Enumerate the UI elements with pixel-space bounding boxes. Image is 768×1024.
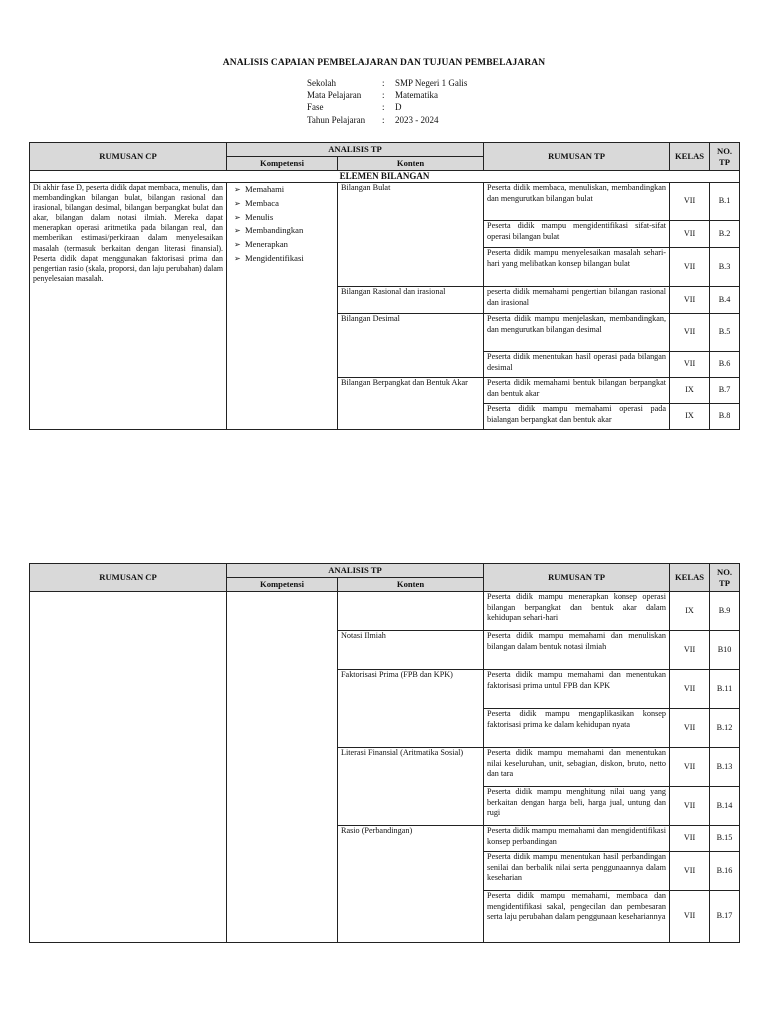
- tp-cell: Peserta didik mampu memahami, membaca dan mengidentifikasi sakal, pengecilan dan pembesaran serta laju perubahan dalam penggunaan kesehariannya: [484, 891, 670, 943]
- no-tp-cell: B.5: [710, 314, 740, 352]
- konten-cell: Rasio (Perbandingan): [338, 826, 484, 943]
- kelas-cell: VII: [670, 709, 710, 748]
- tp-cell: Peserta didik mampu menerapkan konsep operasi bilangan berpangkat dan bentuk akar dalam kehidupan sehari-hari: [484, 592, 670, 631]
- konten-cell: Bilangan Berpangkat dan Bentuk Akar: [338, 378, 484, 430]
- kelas-cell: VII: [670, 826, 710, 852]
- no-tp-cell: B.4: [710, 287, 740, 314]
- header-rumusan-tp: RUMUSAN TP: [484, 143, 670, 171]
- no-tp-cell: B.6: [710, 352, 740, 378]
- konten-cell-empty: [338, 592, 484, 631]
- header-konten: Konten: [338, 157, 484, 171]
- konten-cell: Faktorisasi Prima (FPB dan KPK): [338, 670, 484, 748]
- konten-cell: Bilangan Bulat: [338, 183, 484, 287]
- header-konten: Konten: [338, 578, 484, 592]
- list-item: ➢ Mengidentifikasi: [234, 252, 304, 263]
- kelas-cell: VII: [670, 748, 710, 787]
- kompetensi-list: [227, 183, 338, 430]
- header-rumusan-tp: RUMUSAN TP: [484, 564, 670, 592]
- konten-cell: Bilangan Desimal: [338, 314, 484, 378]
- kelas-cell: IX: [670, 378, 710, 404]
- no-tp-cell: B.12: [710, 709, 740, 748]
- tp-cell: Peserta didik mampu menghitung nilai uang yang berkaitan dengan harga beli, harga jual, untung dan rugi: [484, 787, 670, 826]
- meta-value: D: [395, 102, 402, 113]
- no-tp-cell: B.3: [710, 248, 740, 287]
- elemen-title: ELEMEN BILANGAN: [30, 171, 740, 183]
- tp-cell: Peserta didik mampu menjelaskan, membandingkan, dan mengurutkan bilangan desimal: [484, 314, 670, 352]
- tp-cell: peserta didik memahami pengertian bilangan rasional dan irasional: [484, 287, 670, 314]
- tp-cell: Peserta didik menentukan hasil operasi pada bilangan desimal: [484, 352, 670, 378]
- kelas-cell: VII: [670, 248, 710, 287]
- kelas-cell: VII: [670, 787, 710, 826]
- kelas-cell: IX: [670, 404, 710, 430]
- tp-cell: Peserta didik mampu menentukan hasil perbandingan senilai dan berbalik nilai serta penggunaannya dalam keseharian: [484, 852, 670, 891]
- kelas-cell: IX: [670, 592, 710, 631]
- meta-label: Tahun Pelajaran: [307, 114, 366, 125]
- tp-cell: Peserta didik membaca, menuliskan, membandingkan dan mengurutkan bilangan bulat: [484, 183, 670, 221]
- no-tp-cell: B10: [710, 631, 740, 670]
- no-tp-cell: B.17: [710, 891, 740, 943]
- no-tp-cell: B.9: [710, 592, 740, 631]
- kelas-cell: VII: [670, 221, 710, 248]
- kelas-cell: VII: [670, 287, 710, 314]
- header-analisis-tp: ANALISIS TP: [227, 564, 484, 578]
- kelas-cell: VII: [670, 314, 710, 352]
- kelas-cell: VII: [670, 352, 710, 378]
- meta-row-mapel: Mata Pelajaran : Matematika: [307, 90, 438, 101]
- tp-cell: Peserta didik mampu memahami dan menuliskan bilangan dalam bentuk notasi ilmiah: [484, 631, 670, 670]
- meta-row-sekolah: Sekolah : SMP Negeri 1 Galis: [307, 78, 468, 88]
- cp-text: Di akhir fase D, peserta didik dapat membaca, menulis, dan membandingkan bilangan bulat, bilangan rasional dan irasional, bilangan desimal, bilangan berpangkat bulat dan akar, bilangan dalam notasi ilmiah. Mereka dapat menerapkan operasi aritmetika pada bilangan real, dan memberikan estimasi/perkiraan dalam menyelesaikan masalah (termasuk berkaitan dengan literasi finansial). Peserta didik dapat menggunakan faktorisasi prima dan pengertian rasio (skala, proporsi, dan laju perubahan) dalam penyelesaian masalah.: [30, 183, 227, 430]
- list-item: ➢ Menulis: [234, 211, 274, 222]
- analysis-table-1: [29, 142, 740, 430]
- tp-cell: Peserta didik mampu memahami operasi pada bialangan berpangkat dan bentuk akar: [484, 404, 670, 430]
- tp-cell: Peserta didik mampu menyelesaikan masalah sehari-hari yang melibatkan konsep bilangan bulat: [484, 248, 670, 287]
- meta-label: Mata Pelajaran: [307, 90, 362, 101]
- header-no-tp: NO. TP: [710, 564, 740, 592]
- no-tp-cell: B.11: [710, 670, 740, 709]
- no-tp-cell: B.7: [710, 378, 740, 404]
- header-analisis-tp: ANALISIS TP: [227, 143, 484, 157]
- tp-cell: Peserta didik mampu memahami dan menentukan faktorisasi prima untul FPB dan KPK: [484, 670, 670, 709]
- tp-cell: Peserta didik mampu mengaplikasikan konsep faktorisasi prima ke dalam kehidupan nyata: [484, 709, 670, 748]
- kelas-cell: VII: [670, 631, 710, 670]
- list-item: ➢ Membaca: [234, 197, 279, 208]
- konten-cell: Literasi Finansial (Aritmatika Sosial): [338, 748, 484, 826]
- meta-value: SMP Negeri 1 Galis: [395, 78, 468, 88]
- kelas-cell: VII: [670, 670, 710, 709]
- header-kelas: KELAS: [670, 143, 710, 171]
- kompetensi-cell-empty: [227, 592, 338, 943]
- no-tp-cell: B.2: [710, 221, 740, 248]
- list-item: ➢ Menerapkan: [234, 239, 288, 250]
- header-rumusan-cp: RUMUSAN CP: [30, 564, 227, 592]
- tp-cell: Peserta didik mampu mengidentifikasi sifat-sifat operasi bilangan bulat: [484, 221, 670, 248]
- no-tp-cell: B.13: [710, 748, 740, 787]
- header-rumusan-cp: RUMUSAN CP: [30, 143, 227, 171]
- meta-row-fase: Fase : D: [307, 102, 402, 113]
- meta-label: Fase: [307, 102, 324, 113]
- list-item: ➢ Memahami: [234, 184, 285, 194]
- no-tp-cell: B.16: [710, 852, 740, 891]
- no-tp-cell: B.1: [710, 183, 740, 221]
- document-title: ANALISIS CAPAIAN PEMBELAJARAN DAN TUJUAN PEMBELAJARAN: [222, 58, 546, 68]
- meta-value: 2023 - 2024: [395, 114, 439, 125]
- no-tp-cell: B.14: [710, 787, 740, 826]
- no-tp-cell: B.15: [710, 826, 740, 852]
- list-item: ➢ Membandingkan: [234, 225, 304, 236]
- konten-cell: Notasi Ilmiah: [338, 631, 484, 670]
- header-kompetensi: Kompetensi: [227, 578, 338, 592]
- meta-label: Sekolah: [307, 78, 336, 88]
- kelas-cell: VII: [670, 852, 710, 891]
- tp-cell: Peserta didik mampu memahami dan mengidentifikasi konsep perbandingan: [484, 826, 670, 852]
- kelas-cell: VII: [670, 183, 710, 221]
- analysis-table-2: [29, 563, 740, 943]
- no-tp-cell: B.8: [710, 404, 740, 430]
- cp-cell-empty: [30, 592, 227, 943]
- header-kompetensi: Kompetensi: [227, 157, 338, 171]
- header-no-tp: NO. TP: [710, 143, 740, 171]
- konten-cell: Bilangan Rasional dan irasional: [338, 287, 484, 314]
- document-meta: [307, 77, 467, 126]
- header-kelas: KELAS: [670, 564, 710, 592]
- meta-row-tahun: Tahun Pelajaran : 2023 - 2024: [307, 114, 439, 125]
- kelas-cell: VII: [670, 891, 710, 943]
- tp-cell: Peserta didik memahami bentuk bilangan berpangkat dan bentuk akar: [484, 378, 670, 404]
- tp-cell: Peserta didik mampu memahami dan menentukan nilai keseluruhan, unit, sebagian, diskon, bruto, netto dan tara: [484, 748, 670, 787]
- meta-value: Matematika: [395, 90, 438, 101]
